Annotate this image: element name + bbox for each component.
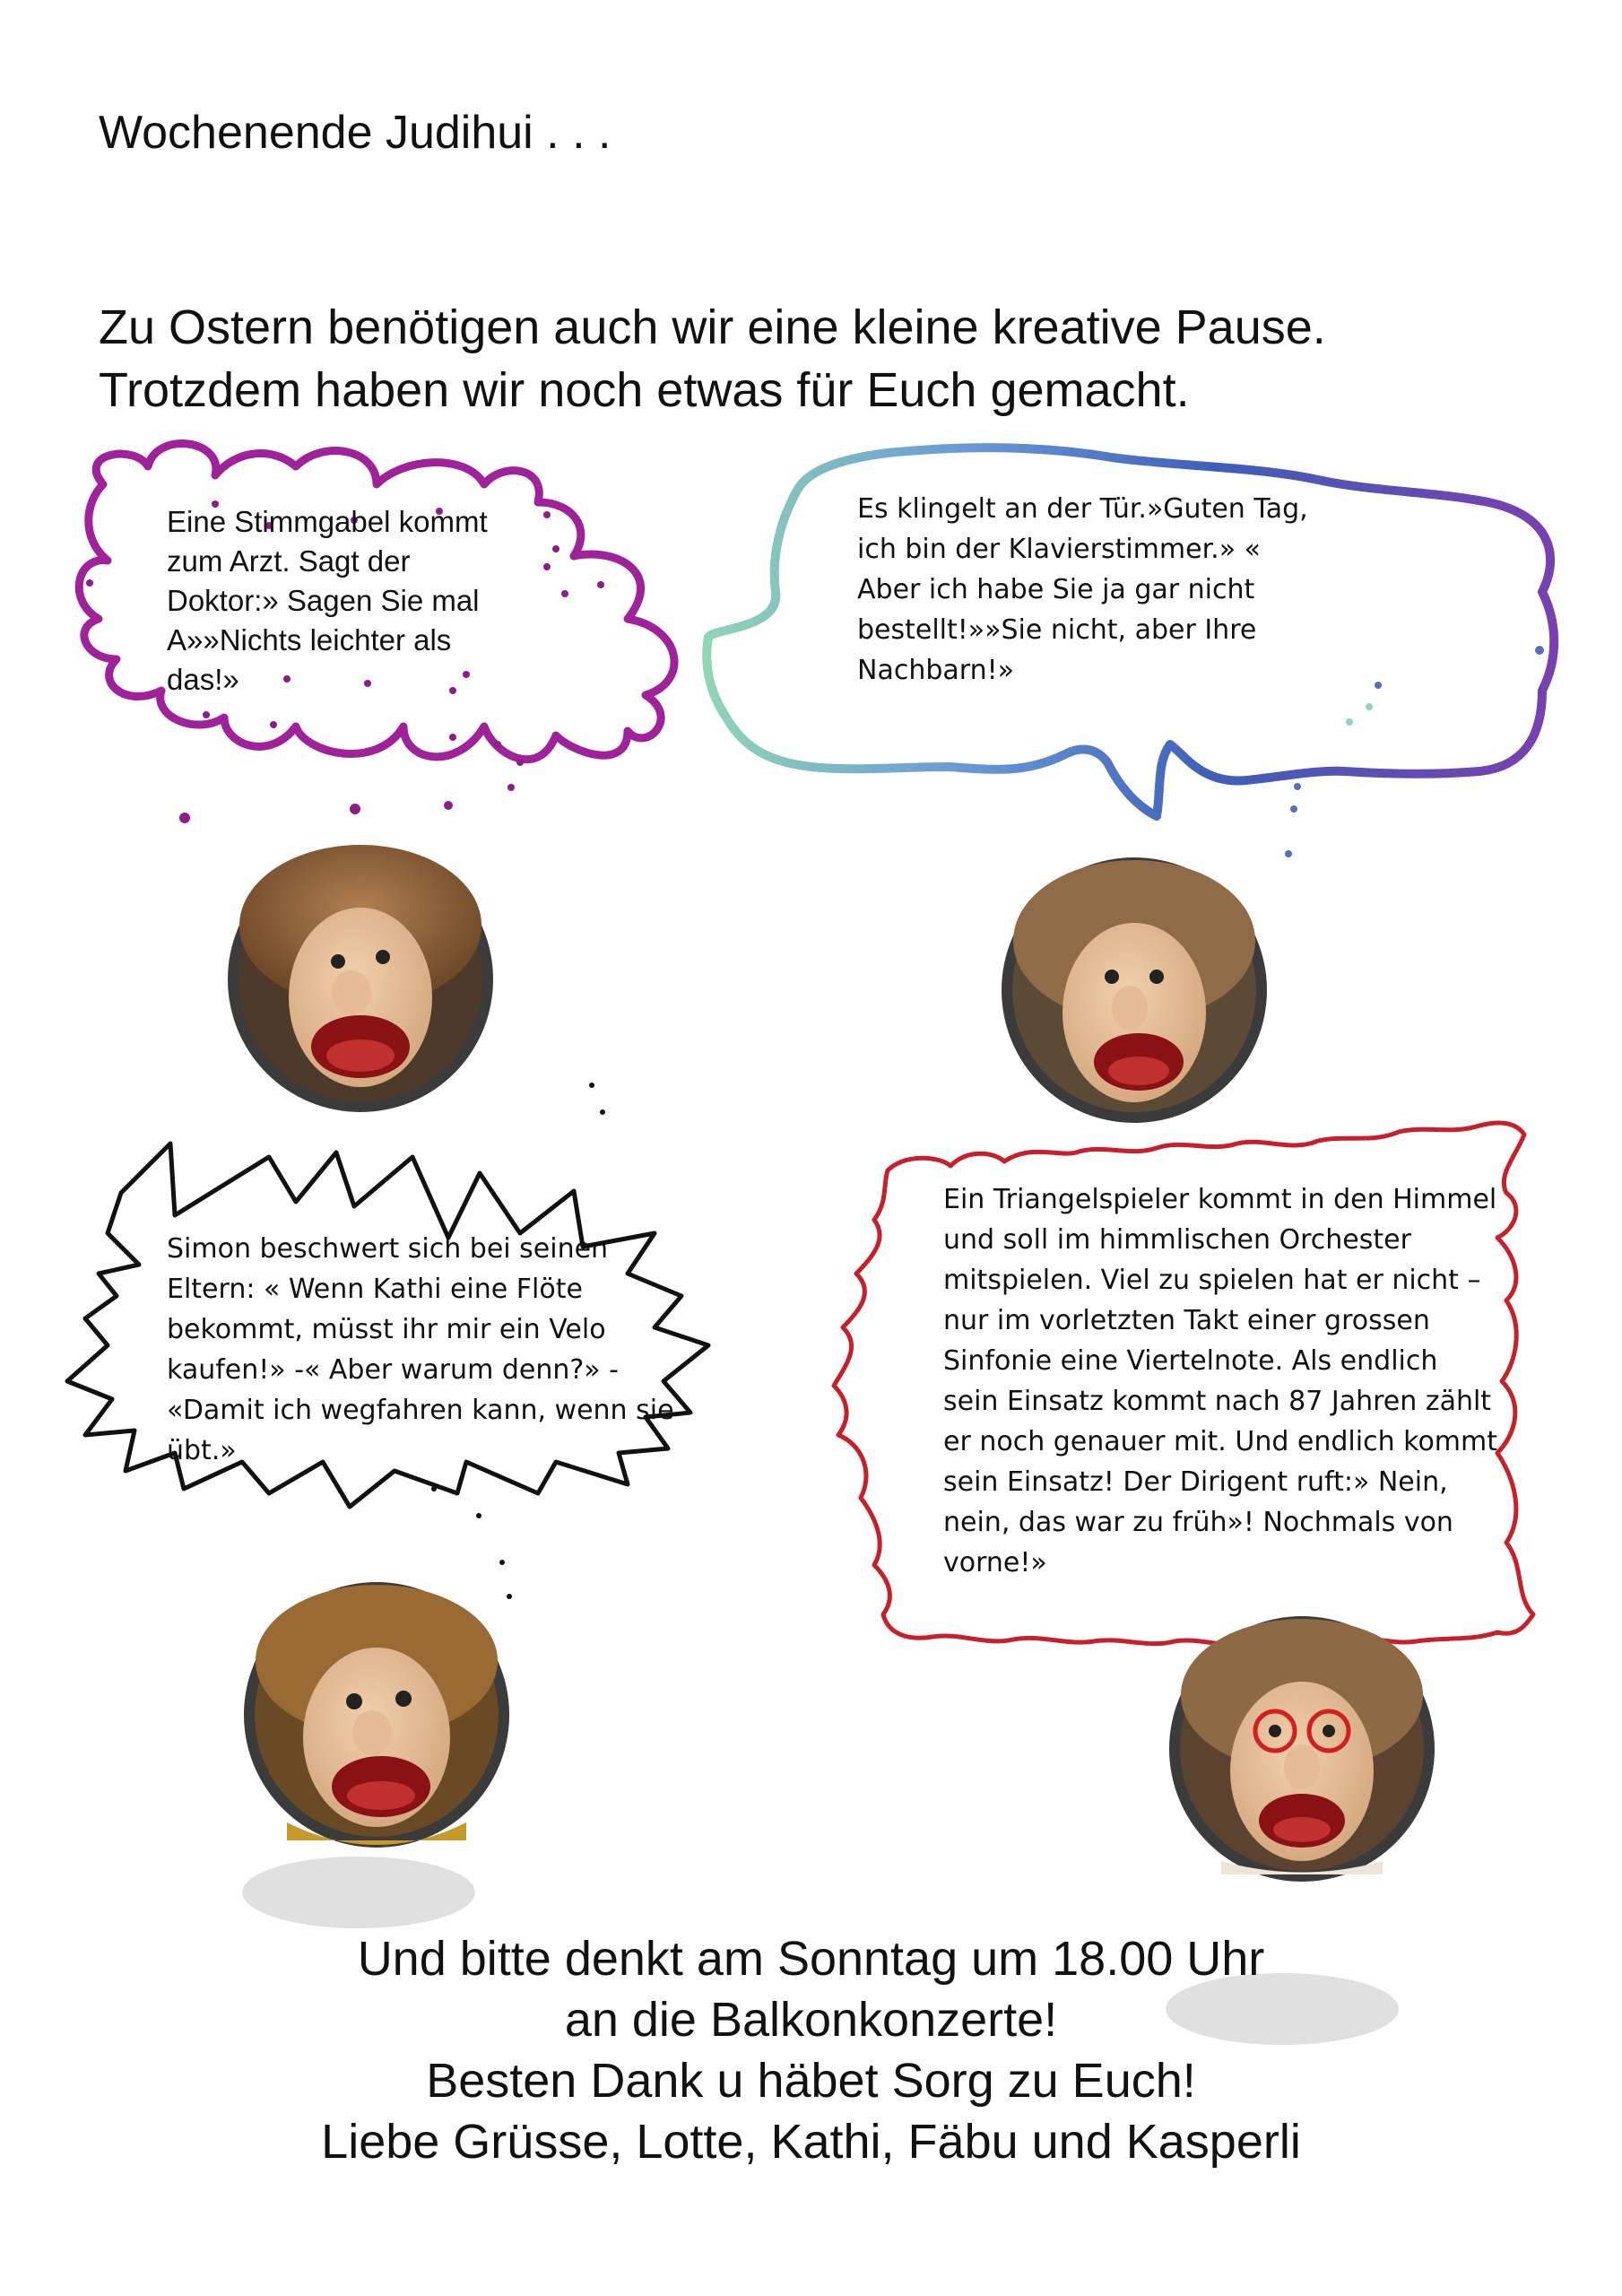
joke-line: nur im vorletzten Takt einer grossen (943, 1305, 1430, 1336)
joke-line: A»»Nichts leichter als (167, 623, 452, 657)
joke-line: Sinfonie eine Viertelnote. Als endlich (943, 1345, 1438, 1377)
closing-line-4: Liebe Grüsse, Lotte, Kathi, Fäbu und Kasperli (321, 2115, 1301, 2169)
joke-flute (167, 1229, 674, 1471)
intro-text (99, 296, 1326, 422)
joke-line: Es klingelt an der Tür.»Guten Tag, (857, 493, 1308, 525)
joke-tuning-fork (167, 502, 488, 700)
joke-line: sein Einsatz! Der Dirigent ruft:» Nein, (943, 1466, 1448, 1498)
joke-line: übt.» (167, 1435, 237, 1466)
intro-line-2: Trotzdem haben wir noch etwas für Euch gemacht. (99, 363, 1190, 417)
joke-line: und soll im himmlischen Orchester (943, 1224, 1411, 1256)
joke-line: Doktor:» Sagen Sie mal (167, 584, 480, 617)
joke-line: «Damit ich wegfahren kann, wenn sie (167, 1395, 674, 1426)
joke-line: vorne!» (943, 1547, 1047, 1578)
joke-line: ich bin der Klavierstimmer.» « (857, 534, 1261, 565)
joke-line: Ein Triangelspieler kommt in den Himmel (943, 1184, 1497, 1215)
puppet-portrait-4 (1169, 1616, 1435, 1882)
closing-line-2: an die Balkonkonzerte! (564, 1993, 1058, 2047)
joke-line: mitspielen. Viel zu spielen hat er nicht – (943, 1265, 1481, 1296)
shadow-decoration (242, 1857, 475, 1928)
closing-message (0, 1928, 1622, 2172)
closing-line-3: Besten Dank u häbet Sorg zu Euch! (426, 2054, 1196, 2108)
puppet-portrait-1 (228, 845, 493, 1112)
intro-line-1: Zu Ostern benötigen auch wir eine kleine kreative Pause. (99, 300, 1326, 354)
bubble-dots-galaxy (1285, 646, 1544, 857)
page-heading: Wochenende Judihui . . . (99, 107, 612, 159)
joke-line: Eltern: « Wenn Kathi eine Flöte (167, 1274, 583, 1305)
joke-line: zum Arzt. Sagt der (167, 544, 411, 578)
joke-piano-tuner (857, 489, 1308, 691)
joke-line: Aber ich habe Sie ja gar nicht (857, 574, 1255, 605)
joke-line: das!» (167, 663, 239, 696)
joke-line: nein, das war zu früh»! Nochmals von (943, 1507, 1453, 1538)
puppet-portrait-3 (244, 1582, 509, 1848)
joke-line: Nachbarn!» (857, 655, 1014, 686)
joke-line: er noch genauer mit. Und endlich kommt (943, 1426, 1498, 1457)
joke-line: bekommt, müsst ihr mir ein Velo (167, 1314, 606, 1345)
joke-triangle-player (943, 1179, 1497, 1583)
joke-line: Simon beschwert sich bei seinen (167, 1233, 609, 1265)
puppet-portrait-2 (1002, 857, 1267, 1123)
joke-line: kaufen!» -« Aber warum denn?» - (167, 1354, 619, 1386)
closing-line-1: Und bitte denkt am Sonntag um 18.00 Uhr (357, 1932, 1265, 1986)
joke-line: sein Einsatz kommt nach 87 Jahren zählt (943, 1386, 1492, 1417)
joke-line: Eine Stimmgabel kommt (167, 505, 488, 538)
joke-line: bestellt!»»Sie nicht, aber Ihre (857, 614, 1257, 646)
